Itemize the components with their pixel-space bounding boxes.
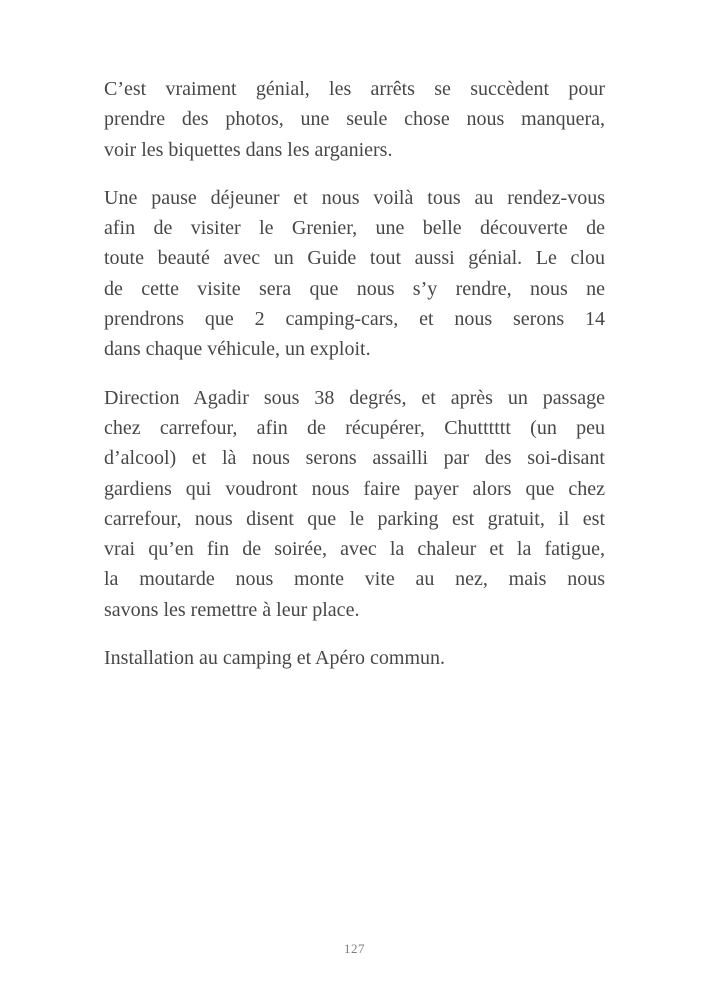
text-line: chez carrefour, afin de récupérer, Chutttttt (un peu [104,416,605,439]
text-line: dans chaque véhicule, un exploit. [104,338,371,361]
text-line: afin de visiter le Grenier, une belle découverte de [104,217,605,240]
text-line: vrai qu’en fin de soirée, avec la chaleur et la fatigue, [104,538,605,561]
text-line: carrefour, nous disent que le parking est gratuit, il est [104,507,605,530]
text-line: Direction Agadir sous 38 degrés, et après un passage [104,386,605,409]
text-line: Installation au camping et Apéro commun. [104,647,446,670]
text-line: toute beauté avec un Guide tout aussi génial. Le clou [104,247,605,270]
text-line: gardiens qui voudront nous faire payer alors que chez [104,477,605,500]
text-line: de cette visite sera que nous s’y rendre, nous ne [104,277,605,300]
text-line: prendrons que 2 camping-cars, et nous serons 14 [104,308,605,331]
text-line: prendre des photos, une seule chose nous manquera, [104,108,605,131]
text-line: voir les biquettes dans les arganiers. [104,138,393,161]
paragraph [104,183,605,365]
text-line: Une pause déjeuner et nous voilà tous au rendez-vous [104,186,605,209]
text-line: d’alcool) et là nous serons assailli par des soi-disant [104,447,605,470]
text-line: C’est vraiment génial, les arrêts se succèdent pour [104,78,605,100]
paragraph [104,74,605,165]
text-line: la moutarde nous monte vite au nez, mais nous [104,568,605,591]
paragraph [104,643,605,673]
page-text-block [104,74,605,691]
text-line: savons les remettre à leur place. [104,598,360,621]
paragraph [104,383,605,625]
page-number: 127 [344,941,365,956]
